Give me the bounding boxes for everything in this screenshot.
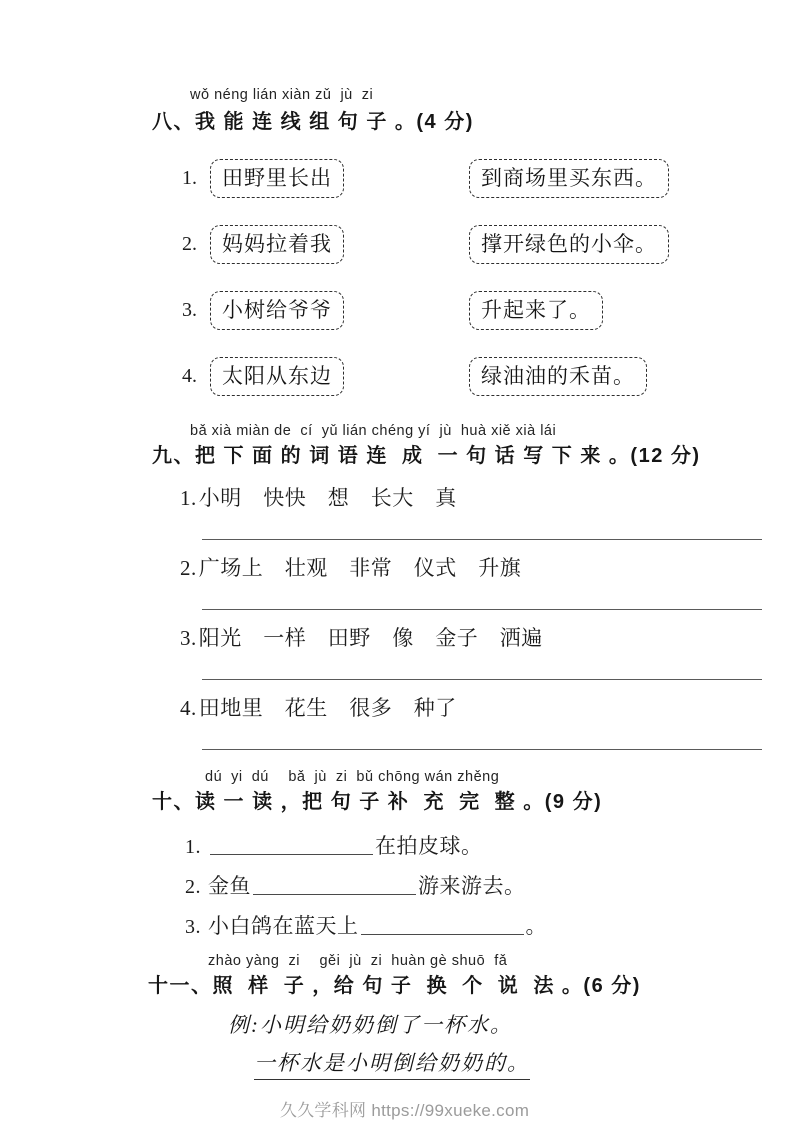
match-left-box: 田野里长出: [210, 159, 344, 198]
sentence-before: 金鱼: [208, 874, 251, 898]
answer-line: [202, 748, 762, 750]
example-sentence: 例:小明给奶奶倒了一杯水。: [228, 1013, 513, 1037]
item-number: 3.: [180, 626, 197, 650]
item-number: 3.: [182, 298, 197, 321]
item-number: 2.: [185, 876, 201, 898]
arrange-words: 阳光 一样 田野 像 金子 洒遍: [198, 626, 543, 650]
answer-blank: [253, 874, 416, 895]
match-row: [182, 290, 809, 330]
arrange-words: 小明 快快 想 长大 真: [198, 486, 457, 510]
item-number: 3.: [185, 916, 201, 938]
match-right-box: 升起来了。: [469, 291, 603, 330]
item-number: 2.: [182, 232, 197, 255]
section-complete: [0, 768, 809, 946]
match-row: [182, 356, 809, 396]
match-row: [182, 158, 809, 198]
arrange-words: 田地里 花生 很多 种了: [198, 696, 457, 720]
answer-line: [202, 678, 762, 680]
item-number: 4.: [180, 696, 197, 720]
answer-line: [202, 538, 762, 540]
section-transform: [0, 952, 809, 1080]
section-match-title: 八、我 能 连 线 组 句 子 。(4 分): [152, 111, 474, 133]
section-arrange-title: 九、把 下 面 的 词 语 连 成 一 句 话 写 下 来 。(12 分): [152, 445, 701, 467]
section-transform-title: 十一、照 样 子 ，给 句 子 换 个 说 法 。(6 分): [148, 975, 641, 997]
item-number: 1.: [185, 836, 201, 858]
answer-blank: [361, 914, 524, 935]
match-left-box: 小树给爷爷: [210, 291, 344, 330]
match-right-box: 撑开绿色的小伞。: [469, 225, 669, 264]
section-match-pinyin: wǒ néng lián xiàn zǔ jù zi: [190, 87, 374, 103]
match-right-box: 到商场里买东西。: [469, 159, 669, 198]
match-row: [182, 224, 809, 264]
item-number: 4.: [182, 364, 197, 387]
section-complete-title: 十、读 一 读 ，把 句 子 补 充 完 整 。(9 分): [152, 791, 603, 813]
example-answer: 一杯水是小明倒给奶奶的。: [254, 1049, 530, 1080]
sentence-after: 游来游去。: [418, 874, 526, 898]
arrange-item: [180, 694, 809, 722]
complete-item: [185, 826, 809, 866]
match-left-box: 妈妈拉着我: [210, 225, 344, 264]
match-left-box: 太阳从东边: [210, 357, 344, 396]
item-number: 1.: [182, 166, 197, 189]
sentence-after: 在拍皮球。: [375, 834, 483, 858]
section-match: [0, 86, 809, 396]
match-right-box: 绿油油的禾苗。: [469, 357, 647, 396]
section-transform-pinyin: zhào yàng zi gěi jù zi huàn gè shuō fǎ: [208, 953, 508, 969]
complete-item: [185, 906, 809, 946]
complete-item: [185, 866, 809, 906]
sentence-before: 小白鸽在蓝天上: [208, 914, 359, 938]
arrange-item: [180, 554, 809, 582]
section-arrange-pinyin: bǎ xià miàn de cí yǔ lián chéng yí jù huà xiě xià lái: [190, 423, 557, 439]
footer-watermark: 久久学科网 https://99xueke.com: [279, 1101, 530, 1120]
answer-blank: [210, 834, 373, 855]
arrange-item: [180, 484, 809, 512]
arrange-words: 广场上 壮观 非常 仪式 升旗: [198, 556, 522, 580]
section-complete-pinyin: dú yi dú bǎ jù zi bǔ chōng wán zhěng: [205, 769, 500, 785]
section-arrange: [0, 422, 809, 750]
sentence-after: 。: [525, 914, 547, 938]
item-number: 2.: [180, 556, 197, 580]
answer-line: [202, 608, 762, 610]
item-number: 1.: [180, 486, 197, 510]
arrange-item: [180, 624, 809, 652]
complete-list: [185, 826, 809, 946]
match-list: [182, 158, 809, 396]
